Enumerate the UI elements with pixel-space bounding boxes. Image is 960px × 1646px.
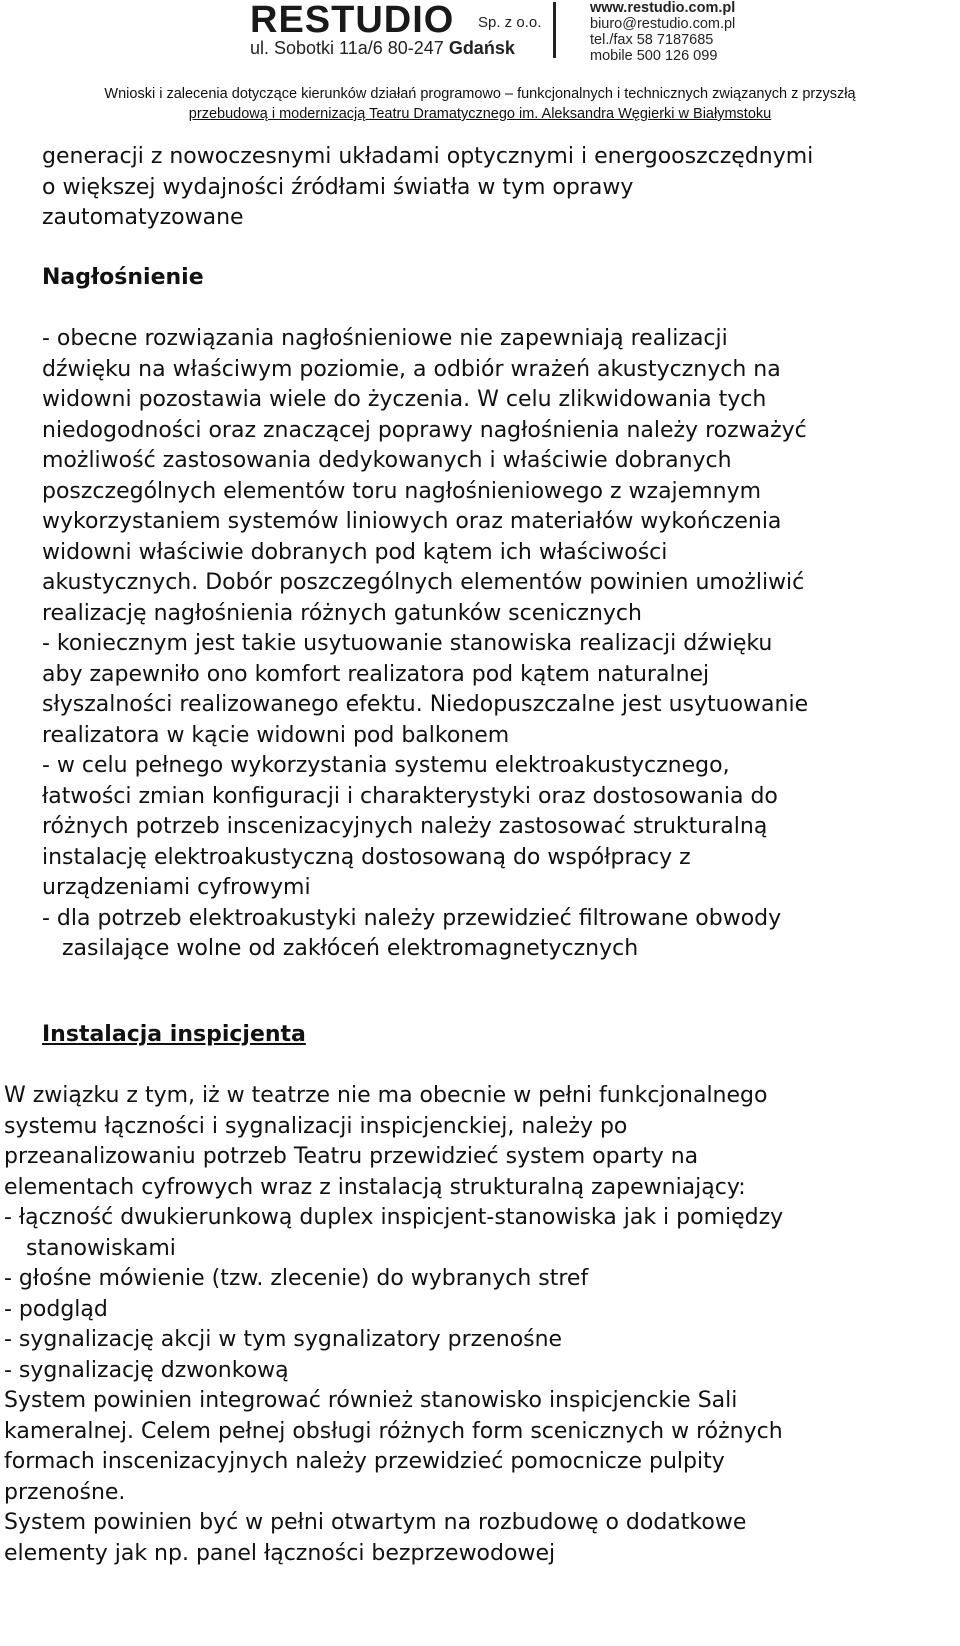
- text-line: formach inscenizacyjnych należy przewidzieć pomocnicze pulpity: [4, 1449, 725, 1474]
- document-subtitle: [0, 84, 960, 124]
- address-street: ul. Sobotki 11a/6 80-247: [250, 38, 449, 58]
- contact-mobile: mobile 500 126 099: [590, 48, 718, 64]
- text-line: widowni pozostawia wiele do życzenia. W celu zlikwidowania tych: [42, 387, 767, 412]
- text-line: aby zapewniło ono komfort realizatora pod kątem naturalnej: [42, 661, 710, 687]
- text-line: systemu łączności i sygnalizacji inspicjenckiej, należy po: [4, 1113, 628, 1139]
- company-logo: RESTUDIO: [250, 0, 455, 41]
- contact-email: biuro@restudio.com.pl: [590, 16, 736, 32]
- text-line: urządzeniami cyfrowymi: [42, 875, 311, 900]
- text-line: stanowiskami: [26, 1235, 176, 1261]
- header-divider: [553, 2, 556, 58]
- text-line: kameralnej. Celem pełnej obsługi różnych form scenicznych w różnych: [4, 1418, 783, 1444]
- text-line: poszczególnych elementów toru nagłośnieniowego z wzajemnym: [42, 478, 762, 504]
- contact-website: www.restudio.com.pl: [590, 0, 736, 16]
- text-line: - obecne rozwiązania nagłośnieniowe nie zapewniają realizacji: [42, 326, 728, 351]
- section-heading-naglosnienie: Nagłośnienie: [42, 265, 204, 290]
- contact-phone: tel./fax 58 7187685: [590, 32, 714, 48]
- list-item: - łączność dwukierunkową duplex inspicjent-stanowiska jak i pomiędzy: [4, 1205, 784, 1230]
- text-line: realizację nagłośnienia różnych gatunków scenicznych: [42, 600, 642, 626]
- subtitle-line-1: Wnioski i zalecenia dotyczące kierunków działań programowo – funkcjonalnych i technicznych związanych z przyszłą: [104, 86, 856, 102]
- text-line: różnych potrzeb inscenizacyjnych należy zastosować strukturalną: [42, 814, 768, 839]
- text-line: możliwość zastosowania dedykowanych i właściwie dobranych: [42, 448, 732, 473]
- list-item: - sygnalizację dzwonkową: [4, 1357, 289, 1383]
- text-line: wykorzystaniem systemów liniowych oraz materiałów wykończenia: [42, 509, 782, 534]
- section-inspicjent-body: [4, 1081, 783, 1569]
- text-line: łatwości zmian konfiguracji i charakterystyki oraz dostosowania do: [42, 783, 778, 809]
- company-address: [250, 38, 515, 59]
- text-line: System powinien integrować również stanowisko inspicjenckie Sali: [4, 1388, 738, 1413]
- section-heading-inspicjent: Instalacja inspicjenta: [42, 1022, 306, 1047]
- contact-block: [590, 0, 735, 64]
- company-suffix: Sp. z o.o.: [478, 14, 542, 31]
- list-item: - głośne mówienie (tzw. zlecenie) do wybranych stref: [4, 1266, 589, 1291]
- list-item: - sygnalizację akcji w tym sygnalizatory przenośne: [4, 1327, 563, 1352]
- text-line: akustycznych. Dobór poszczególnych elementów powinien umożliwić: [42, 570, 805, 595]
- text-line: przeanalizowaniu potrzeb Teatru przewidzieć system oparty na: [4, 1144, 699, 1169]
- section-naglosnienie-body: [42, 324, 808, 965]
- text-line: elementy jak np. panel łączności bezprzewodowej: [4, 1540, 556, 1566]
- text-line: generacji z nowoczesnymi układami optycznymi i energooszczędnymi: [42, 144, 814, 169]
- text-line: System powinien być w pełni otwartym na rozbudowę o dodatkowe: [4, 1510, 747, 1535]
- text-line: zasilające wolne od zakłóceń elektromagnetycznych: [62, 936, 639, 961]
- text-line: - w celu pełnego wykorzystania systemu elektroakustycznego,: [42, 753, 730, 778]
- address-city: Gdańsk: [448, 38, 515, 58]
- text-line: widowni właściwie dobranych pod kątem ich właściwości: [42, 539, 668, 565]
- text-line: zautomatyzowane: [42, 205, 244, 230]
- text-line: W związku z tym, iż w teatrze nie ma obecnie w pełni funkcjonalnego: [4, 1083, 768, 1108]
- text-line: realizatora w kącie widowni pod balkonem: [42, 722, 510, 748]
- text-line: przenośne.: [4, 1479, 126, 1505]
- subtitle-line-2: przebudową i modernizacją Teatru Dramatycznego im. Aleksandra Węgierki w Białymstoku: [188, 106, 772, 122]
- text-line: - koniecznym jest takie usytuowanie stanowiska realizacji dźwięku: [42, 631, 773, 656]
- text-line: elementach cyfrowych wraz z instalacją strukturalną zapewniający:: [4, 1174, 746, 1200]
- text-line: instalację elektroakustyczną dostosowaną do współpracy z: [42, 844, 691, 870]
- text-line: o większej wydajności źródłami światła w tym oprawy: [42, 174, 634, 200]
- text-line: - dla potrzeb elektroakustyki należy przewidzieć filtrowane obwody: [42, 905, 782, 931]
- list-item: - podgląd: [4, 1296, 108, 1322]
- text-line: słyszalności realizowanego efektu. Niedopuszczalne jest usytuowanie: [42, 692, 809, 717]
- intro-paragraph: [42, 142, 813, 234]
- text-line: dźwięku na właściwym poziomie, a odbiór wrażeń akustycznych na: [42, 356, 781, 382]
- text-line: niedogodności oraz znaczącej poprawy nagłośnienia należy rozważyć: [42, 417, 807, 443]
